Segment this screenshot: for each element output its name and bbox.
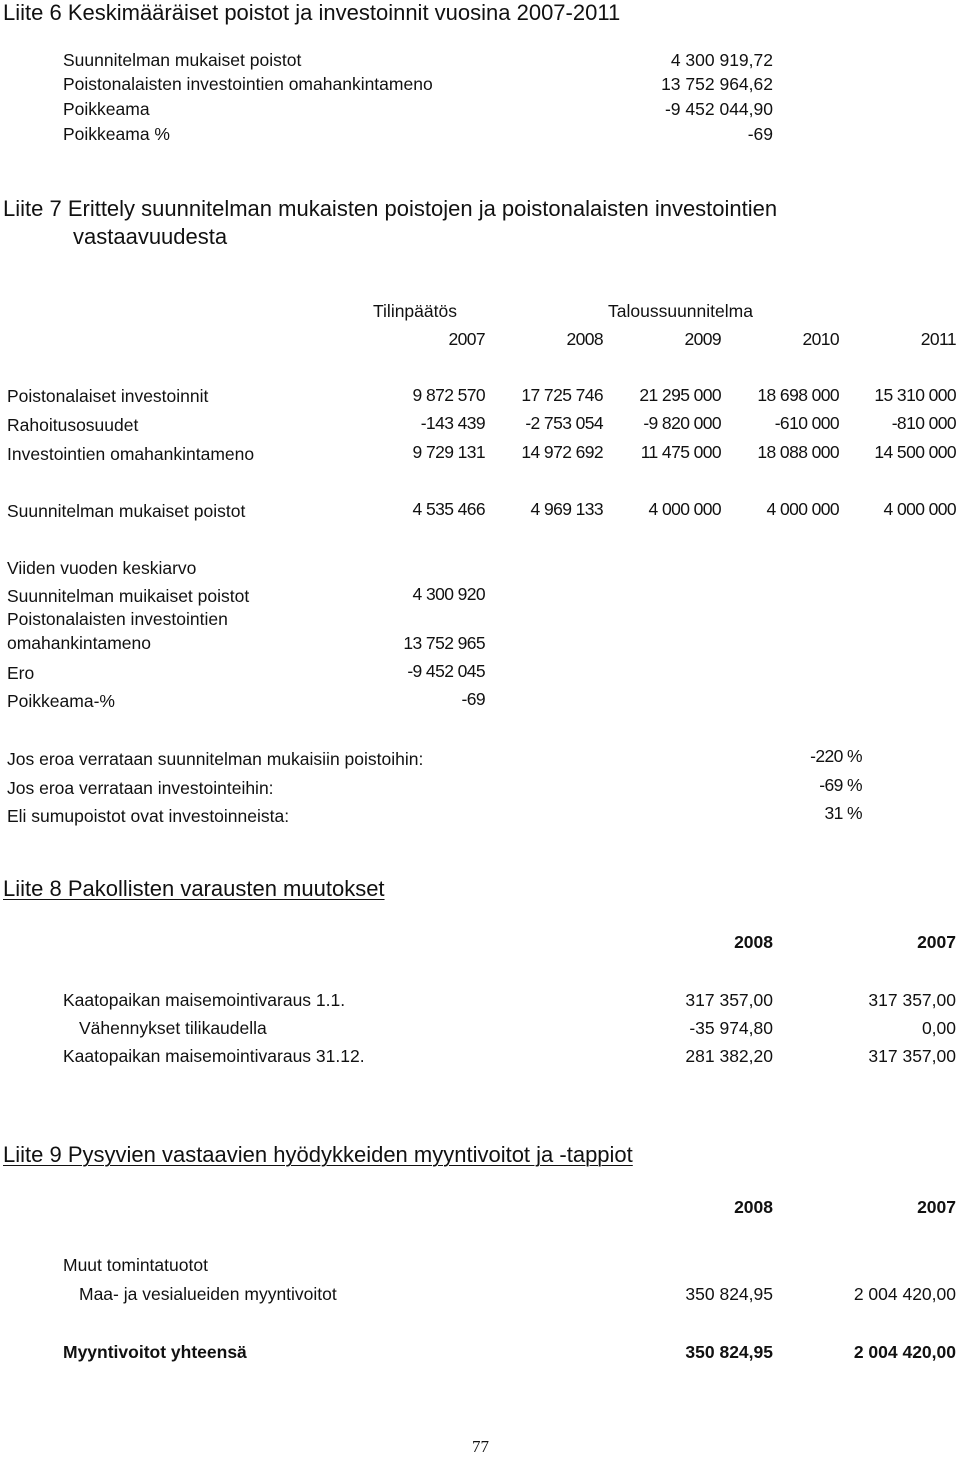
liite9-total-2008: 350 824,95 <box>685 1342 773 1362</box>
cell-poistot-2010: 4 000 000 <box>766 499 839 519</box>
liite6-value-poikkeama-pct: -69 <box>747 124 773 144</box>
cell-poistot-2011: 4 000 000 <box>883 499 956 519</box>
row-label-rahoitusosuudet: Rahoitusosuudet <box>7 415 139 435</box>
liite9-row-2008: 350 824,95 <box>685 1284 773 1304</box>
keskiarvo-poistot-label: Suunnitelman muikaiset poistot <box>7 586 250 606</box>
liite8-row-alku-2007: 317 357,00 <box>868 990 956 1010</box>
cell-omahankintameno-2010: 18 088 000 <box>757 442 839 462</box>
cell-rahoitusosuudet-2009: -9 820 000 <box>643 413 721 433</box>
liite8-row-vahennykset-2008: -35 974,80 <box>689 1018 773 1038</box>
cell-rahoitusosuudet-2007: -143 439 <box>420 413 485 433</box>
liite8-row-vahennykset-2007: 0,00 <box>921 1018 956 1038</box>
liite6-label-omahankintameno: Poistonalaisten investointien omahankintameno <box>63 74 433 94</box>
liite7-title-line1: Liite 7 Erittely suunnitelman mukaisten poistojen ja poistonalaisten investointien <box>3 196 778 221</box>
vertailu-label-investoinnit: Jos eroa verrataan investointeihin: <box>7 778 274 798</box>
liite9-year-2008: 2008 <box>734 1197 773 1217</box>
year-2009: 2009 <box>684 329 721 349</box>
cell-poistonalaiset-2011: 15 310 000 <box>874 385 956 405</box>
keskiarvo-poistot-value: 4 300 920 <box>412 584 485 604</box>
row-label-suunnitelman-poistot: Suunnitelman mukaiset poistot <box>7 501 246 521</box>
keskiarvo-ero-value: -9 452 045 <box>407 661 485 681</box>
year-2008: 2008 <box>566 329 603 349</box>
cell-omahankintameno-2009: 11 475 000 <box>640 442 721 462</box>
page-number: 77 <box>472 1437 489 1456</box>
liite8-row-label-alku: Kaatopaikan maisemointivaraus 1.1. <box>63 990 346 1010</box>
cell-rahoitusosuudet-2008: -2 753 054 <box>525 413 603 433</box>
cell-poistonalaiset-2008: 17 725 746 <box>521 385 603 405</box>
liite9-group-label: Muut tomintatuotot <box>63 1255 208 1275</box>
cell-omahankintameno-2007: 9 729 131 <box>412 442 485 462</box>
row-label-omahankintameno: Investointien omahankintameno <box>7 444 255 464</box>
cell-omahankintameno-2011: 14 500 000 <box>874 442 956 462</box>
keskiarvo-omahank-label-1: Poistonalaisten investointien <box>7 609 228 629</box>
liite6-value-omahankintameno: 13 752 964,62 <box>661 74 773 94</box>
keskiarvo-ero-label: Ero <box>7 663 35 683</box>
liite6-value-poistot: 4 300 919,72 <box>670 50 773 70</box>
liite9-title: Liite 9 Pysyvien vastaavien hyödykkeiden myyntivoitot ja -tappiot <box>3 1142 633 1167</box>
year-2010: 2010 <box>802 329 839 349</box>
cell-poistot-2009: 4 000 000 <box>648 499 721 519</box>
year-2011: 2011 <box>920 329 956 349</box>
vertailu-value-sumupoistot: 31 % <box>824 803 862 823</box>
header-tilinpaatos: Tilinpäätös <box>373 301 457 321</box>
liite6-title: Liite 6 Keskimääräiset poistot ja investoinnit vuosina 2007-2011 <box>3 0 621 25</box>
row-label-poistonalaiset: Poistonalaiset investoinnit <box>7 386 209 406</box>
liite9-row-label: Maa- ja vesialueiden myyntivoitot <box>79 1284 337 1304</box>
liite8-year-2007: 2007 <box>917 932 956 952</box>
liite8-row-alku-2008: 317 357,00 <box>685 990 773 1010</box>
liite9-year-2007: 2007 <box>917 1197 956 1217</box>
keskiarvo-omahank-value: 13 752 965 <box>403 633 485 653</box>
cell-poistonalaiset-2007: 9 872 570 <box>412 385 485 405</box>
liite7-title-line2: vastaavuudesta <box>73 224 228 249</box>
liite6-value-poikkeama: -9 452 044,90 <box>664 99 773 119</box>
year-2007: 2007 <box>448 329 485 349</box>
cell-poistonalaiset-2010: 18 698 000 <box>757 385 839 405</box>
keskiarvo-title: Viiden vuoden keskiarvo <box>7 558 197 578</box>
liite9-total-2007: 2 004 420,00 <box>853 1342 956 1362</box>
liite6-label-poikkeama: Poikkeama <box>63 99 150 119</box>
liite9-total-label: Myyntivoitot yhteensä <box>63 1342 247 1362</box>
liite8-row-label-vahennykset: Vähennykset tilikaudella <box>79 1018 267 1038</box>
vertailu-value-poistot: -220 % <box>810 746 862 766</box>
cell-rahoitusosuudet-2011: -810 000 <box>891 413 956 433</box>
liite6-label-poikkeama-pct: Poikkeama % <box>63 124 170 144</box>
header-taloussuunnitelma: Taloussuunnitelma <box>608 301 753 321</box>
liite6-label-poistot: Suunnitelman mukaiset poistot <box>63 50 302 70</box>
vertailu-value-investoinnit: -69 % <box>819 775 862 795</box>
liite8-row-loppu-2008: 281 382,20 <box>685 1046 773 1066</box>
keskiarvo-poikkeama-value: -69 <box>461 689 485 709</box>
liite8-row-label-loppu: Kaatopaikan maisemointivaraus 31.12. <box>63 1046 365 1066</box>
keskiarvo-poikkeama-label: Poikkeama-% <box>7 691 115 711</box>
liite8-title: Liite 8 Pakollisten varausten muutokset <box>3 876 385 901</box>
cell-poistot-2008: 4 969 133 <box>530 499 603 519</box>
cell-poistot-2007: 4 535 466 <box>412 499 485 519</box>
keskiarvo-omahank-label-2: omahankintameno <box>7 633 151 653</box>
vertailu-label-poistot: Jos eroa verrataan suunnitelman mukaisiin poistoihin: <box>7 749 424 769</box>
vertailu-label-sumupoistot: Eli sumupoistot ovat investoinneista: <box>7 806 290 826</box>
cell-rahoitusosuudet-2010: -610 000 <box>774 413 839 433</box>
liite8-row-loppu-2007: 317 357,00 <box>868 1046 956 1066</box>
liite9-row-2007: 2 004 420,00 <box>853 1284 956 1304</box>
liite8-year-2008: 2008 <box>734 932 773 952</box>
cell-poistonalaiset-2009: 21 295 000 <box>639 385 721 405</box>
cell-omahankintameno-2008: 14 972 692 <box>521 442 603 462</box>
